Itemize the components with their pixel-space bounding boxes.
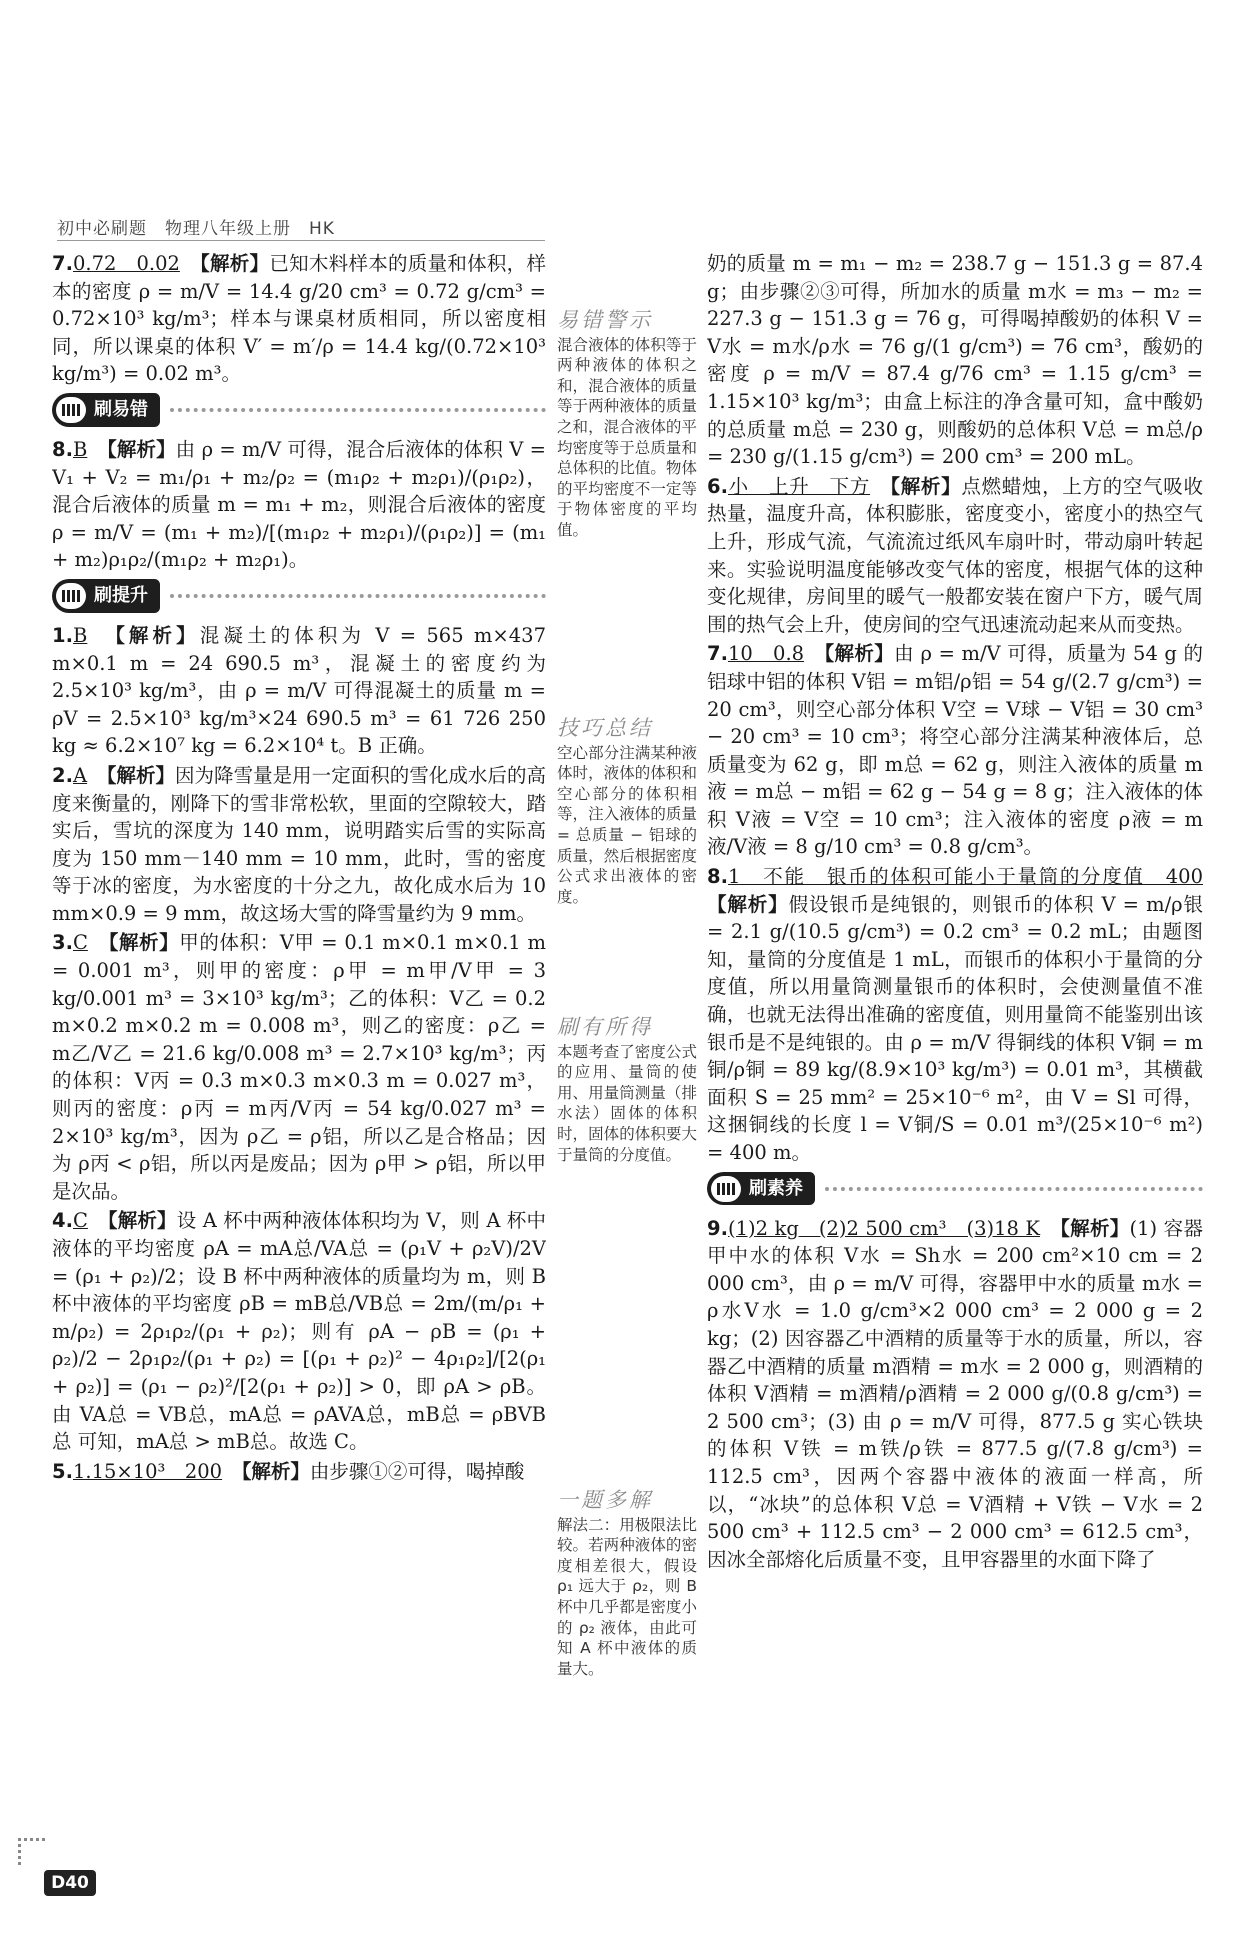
dotted-rule (825, 1187, 1203, 1191)
section-suyang (707, 1171, 1203, 1207)
analysis-tag: 【解析】 (824, 642, 895, 666)
question-number: 7. (52, 252, 73, 275)
question-number: 7. (707, 642, 728, 666)
page-corner-mark (18, 1838, 45, 1865)
section-yicuo (52, 392, 546, 428)
section-tisheng (52, 578, 546, 614)
page-header: 初中必刷题 物理八年级上册 HK (57, 219, 335, 239)
question-4 (52, 1207, 546, 1455)
question-number: 8. (707, 865, 728, 889)
section-title: 刷素养 (749, 1177, 803, 1199)
answer: 1.15×10³ 200 (72, 1459, 223, 1483)
section-title: 刷易错 (94, 399, 148, 421)
answer: A (72, 763, 88, 787)
question-number: 5. (52, 1459, 73, 1483)
answer: B (72, 437, 88, 461)
analysis-tag: 【解析】 (115, 623, 200, 647)
question-3 (52, 929, 546, 1205)
analysis-text: 已知木料样本的质量和体积，样本的密度 ρ = m/V = 14.4 g/20 cm³ = 0.72 g/cm³ = 0.72×10³ kg/m³；样本与课桌材质相同，所以密度相同，所以课桌的体积 V′ = m′/ρ = 14.4 kg/(0.72×10³ kg/m³) = 0.02 m³。 (52, 252, 546, 386)
analysis-text: 由 ρ = m/V 可得，质量为 54 g 的铝球中铝的体积 V铝 = m铝/ρ铝 = 54 g/(2.7 g/cm³) = 20 cm³，则空心部分体积 V空 = V球 − V铝 = 30 cm³ − 20 cm³ = 10 cm³；将空心部分注满某种液体后，总质量变为 62 g，即 m总 = 62 g，则注入液体的质量 m液 = m总 − m铝 = 62 g − 54 g = 8 g；注入液体的体积 V液 = V空 = 10 cm³；注入液体的密度 ρ液 = m液/V液 = 8 g/10 cm³ = 0.8 g/cm³。 (707, 642, 1203, 859)
question-number: 4. (52, 1209, 73, 1233)
right-column (707, 250, 1203, 1850)
analysis-text: (1) 容器甲中水的体积 V水 = Sh水 = 200 cm²×10 cm = 2 000 cm³，由 ρ = m/V 可得，容器甲中水的质量 m水 = ρ水V水 = 1.0 g/cm³×2 000 cm³ = 2 000 g = 2 kg；(2) 因容器乙中酒精的质量等于水的质量，所以，容器乙中酒精的质量 m酒精 = m水 = 2 000 g，则酒精的体积 V酒精 = m酒精/ρ酒精 = 2 000 g/(0.8 g/cm³) = 2 500 cm³；(3) 由 ρ = m/V 可得，877.5 g 实心铁块的体积 V铁 = m铁/ρ铁 = 877.5 g/(7.8 g/cm³) = 112.5 cm³，因两个容器中液体的液面一样高，所以，“冰块”的总体积 V总 = V酒精 + V铁 − V水 = 2 500 cm³ + 112.5 cm³ − 2 000 cm³ = 612.5 cm³，因冰全部熔化后质量不变，且甲容器里的水面下降了 (707, 1216, 1203, 1571)
answer: 小 上升 下方 (727, 474, 871, 498)
section-title: 刷提升 (94, 585, 148, 607)
answer: (1)2 kg (2)2 500 cm³ (3)18 K (727, 1216, 1040, 1240)
question-2 (52, 762, 546, 928)
page-number: D40 (44, 1870, 96, 1896)
question-number: 2. (52, 763, 73, 787)
question-number: 9. (707, 1216, 728, 1240)
analysis-text: 点燃蜡烛，上方的空气吸收热量，温度升高，体积膨胀，密度变小，密度小的热空气上升，形成气流，气流流过纸风车扇叶时，带动扇叶转起来。实验说明温度能够改变气体的密度，根据气体的这种变化规律，房间里的暖气一般都安装在窗户下方，暖气周围的热气会上升，使房间的空气迅速流动起来从而变热。 (707, 474, 1203, 636)
analysis-text: 设 A 杯中两种液体体积均为 V，则 A 杯中液体的平均密度 ρA = mA总/VA总 = (ρ₁V + ρ₂V)/2V = (ρ₁ + ρ₂)/2；设 B 杯中两种液体的质量均为 m，则 B 杯中液体的平均密度 ρB = mB总/VB总 = 2m/(m/ρ₁ + m/ρ₂) = 2ρ₁ρ₂/(ρ₁ + ρ₂)；则有 ρA − ρB = (ρ₁ + ρ₂)/2 − 2ρ₁ρ₂/(ρ₁ + ρ₂) = [(ρ₁ + ρ₂)² − 4ρ₁ρ₂]/[2(ρ₁ + ρ₂)] = (ρ₁ − ρ₂)²/[2(ρ₁ + ρ₂)] > 0，即 ρA > ρB。由 VA总 = VB总，mA总 = ρAVA总，mB总 = ρBVB总 可知，mA总 > mB总。故选 C。 (52, 1209, 546, 1454)
answer: 1 不能 银币的体积可能小于量筒的分度值 400 (727, 865, 1203, 889)
answer: C (72, 1209, 88, 1233)
sidebar-text: 混合液体的体积等于两种液体的体积之和，混合液体的质量等于两种液体的质量之和，混合液体的平均密度等于总质量和总体积的比值。物体的平均密度不一定等于物体密度的平均值。 (557, 335, 697, 539)
dotted-rule (170, 594, 546, 598)
question-9 (707, 1215, 1203, 1574)
section-badge (52, 579, 160, 613)
analysis-text: 甲的体积：V甲 = 0.1 m×0.1 m×0.1 m = 0.001 m³，则甲的密度：ρ甲 = m甲/V甲 = 3 kg/0.001 m³ = 3×10³ kg/m³；乙的体积：V乙 = 0.2 m×0.2 m×0.2 m = 0.008 m³，则乙的密度：ρ乙 = m乙/V乙 = 21.6 kg/0.008 m³ = 2.7×10³ kg/m³；丙的体积：V丙 = 0.3 m×0.3 m×0.3 m = 0.027 m³，则丙的密度：ρ丙 = m丙/V丙 = 54 kg/0.027 m³ = 2×10³ kg/m³，因为 ρ乙 = ρ铝，所以乙是合格品；因为 ρ丙 < ρ铝，所以丙是废品；因为 ρ甲 > ρ铝，所以甲是次品。 (52, 931, 546, 1203)
book-icon (711, 1176, 741, 1202)
analysis-tag: 【解析】 (890, 474, 962, 498)
analysis-tag: 【解析】 (707, 892, 789, 916)
analysis-text: 由步骤①②可得，喝掉酸 (309, 1459, 525, 1483)
question-6 (707, 473, 1203, 639)
question-7 (707, 640, 1203, 861)
sidebar-title: 技巧总结 (557, 716, 653, 740)
section-badge (707, 1172, 815, 1206)
analysis-tag: 【解析】 (106, 763, 175, 787)
answer: 10 0.8 (727, 642, 805, 666)
dotted-rule (170, 408, 546, 412)
sidebar-title: 一题多解 (557, 1488, 653, 1512)
book-icon (56, 397, 86, 423)
left-column (52, 250, 546, 1850)
analysis-text: 假设银币是纯银的，则银币的体积 V = m/ρ银 = 2.1 g/(10.5 g/cm³) = 0.2 cm³ = 0.2 mL；由题图知，量筒的分度值是 1 mL，而银币的体积小于量筒的分度值，所以用量筒测量银币的体积时，会使测量值不准确，也就无法得出准确的密度值，则用量筒不能鉴别出该银币是不是纯银的。由 ρ = m/V 得铜线的体积 V铜 = m铜/ρ铜 = 89 kg/(8.9×10³ kg/m³) = 0.01 m³，其横截面积 S = 25 mm² = 25×10⁻⁶ m²，由 V = Sl 可得，这捆铜线的长度 l = V铜/S = 0.01 m³/(25×10⁻⁶ m²) = 400 m。 (707, 892, 1203, 1164)
sidebar-title: 易错警示 (557, 308, 653, 332)
analysis-text: 奶的质量 m = m₁ − m₂ = 238.7 g − 151.3 g = 87.4 g；由步骤②③可得，所加水的质量 m水 = m₃ − m₂ = 227.3 g − 151.3 g = 76 g，可得喝掉酸奶的体积 V = V水 = m水/ρ水 = 76 g/(1 g/cm³) = 76 cm³，酸奶的密度 ρ = m/V = 87.4 g/76 cm³ = 1.15 g/cm³ = 1.15×10³ kg/m³；由盒上标注的净含量可知，盒中酸奶的总质量 m总 = 230 g，则酸奶的总体积 V总 = m总/ρ = 230 g/(1.15 g/cm³) = 200 cm³ = 200 mL。 (707, 252, 1203, 469)
analysis-tag: 【解析】 (199, 252, 270, 275)
question-7 (52, 250, 546, 388)
analysis-text: 混凝土的体积为 V = 565 m×437 m×0.1 m = 24 690.5 m³，混凝土的密度约为 2.5×10³ kg/m³，由 ρ = m/V 可得混凝土的质量 m = ρV = 2.5×10³ kg/m³×24 690.5 m³ = 61 726 250 kg ≈ 6.2×10⁷ kg = 6.2×10⁴ t。B 正确。 (52, 623, 546, 758)
section-badge (52, 393, 160, 427)
answer: C (72, 931, 88, 955)
question-number: 1. (52, 623, 73, 647)
sidebar-error-warning (557, 310, 697, 541)
question-8 (52, 436, 546, 574)
book-icon (56, 583, 86, 609)
answer: 0.72 0.02 (72, 252, 180, 275)
question-8 (707, 863, 1203, 1167)
analysis-text: 由 ρ = m/V 可得，混合后液体的体积 V = V₁ + V₂ = m₁/ρ₁ + m₂/ρ₂ = (m₁ρ₂ + m₂ρ₁)/(ρ₁ρ₂)，混合后液体的质量 m = m₁ + m₂，则混合后液体的密度 ρ = m/V = (m₁ + m₂)/[(m₁ρ₂ + m₂ρ₁)/(ρ₁ρ₂)] = (m₁ + m₂)ρ₁ρ₂/(m₁ρ₂ + m₂ρ₁)。 (52, 437, 546, 572)
analysis-tag: 【解析】 (107, 1209, 177, 1233)
answer: B (72, 623, 88, 647)
analysis-text: 因为降雪量是用一定面积的雪化成水后的高度来衡量的，刚降下的雪非常松软，里面的空隙较大，踏实后，雪坑的深度为 140 mm，说明踏实后雪的实际高度为 150 mm－140 mm = 10 mm，此时，雪的密度等于冰的密度，为水密度的十分之九，故化成水后为 10 mm×0.9 = 9 mm，故这场大雪的降雪量约为 9 mm。 (52, 763, 546, 925)
sidebar-multiple-solutions (557, 1490, 697, 1679)
question-5 (52, 1458, 546, 1486)
sidebar-text: 本题考查了密度公式的应用、量筒的使用、用量筒测量（排水法）固体的体积时，固体的体积要大于量筒的分度值。 (557, 1042, 697, 1164)
analysis-tag: 【解析】 (241, 1459, 310, 1483)
sidebar-text: 空心部分注满某种液体时，液体的体积和空心部分的体积相等，注入液体的质量 = 总质量 − 铝球的质量，然后根据密度公式求出液体的密度。 (557, 743, 697, 906)
header-rule (57, 240, 545, 241)
question-1 (52, 622, 546, 760)
question-number: 3. (52, 931, 73, 955)
sidebar-tips (557, 718, 697, 907)
question-5-continued (707, 250, 1203, 471)
question-number: 6. (707, 474, 728, 498)
analysis-tag: 【解析】 (107, 437, 176, 461)
analysis-tag: 【解析】 (1060, 1216, 1130, 1240)
sidebar-text: 解法二：用极限法比较。若两种液体的密度相差很大，假设 ρ₁ 远大于 ρ₂，则 B 杯中几乎都是密度小的 ρ₂ 液体，由此可知 A 杯中液体的质量大。 (557, 1515, 697, 1678)
sidebar-takeaway (557, 1017, 697, 1165)
analysis-tag: 【解析】 (108, 931, 180, 955)
sidebar-title: 刷有所得 (557, 1015, 653, 1039)
question-number: 8. (52, 437, 73, 461)
